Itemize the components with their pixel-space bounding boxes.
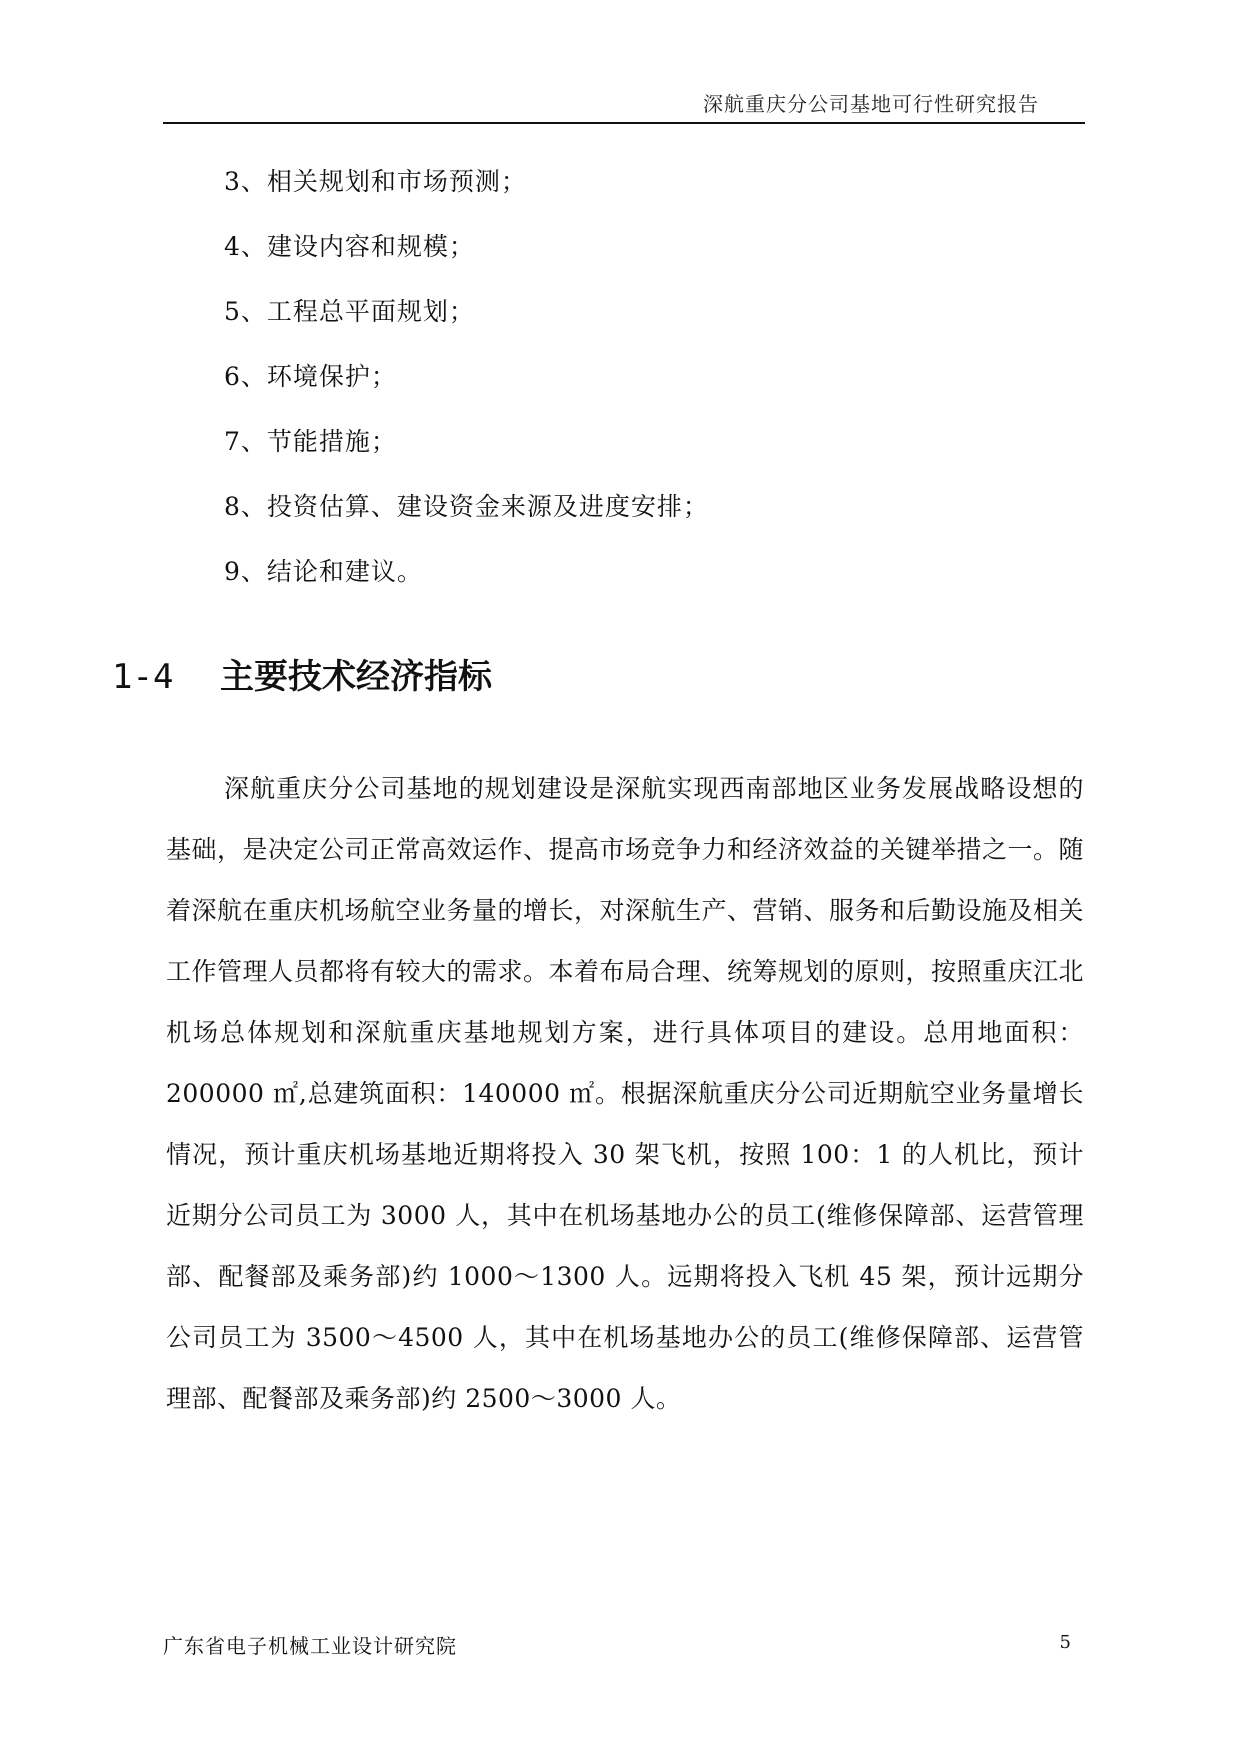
footer-organization: 广东省电子机械工业设计研究院 <box>163 1634 457 1658</box>
contents-list <box>224 163 709 618</box>
list-item: 9、结论和建议。 <box>224 557 423 586</box>
section-number: 1-4 <box>112 657 174 697</box>
header-title: 深航重庆分公司基地可行性研究报告 <box>703 92 1039 116</box>
page-header <box>163 84 1085 124</box>
body-paragraph: 深航重庆分公司基地的规划建设是深航实现西南部地区业务发展战略设想的基础，是决定公司正常高效运作、提高市场竞争力和经济效益的关键举措之一。随着深航在重庆机场航空业务量的增长，对深航生产、营销、服务和后勤设施及相关工作管理人员都将有较大的需求。本着布局合理、统筹规划的原则，按照重庆江北机场总体规划和深航重庆基地规划方案，进行具体项目的建设。总用地面积：200000 ㎡,总建筑面积：140000 ㎡。根据深航重庆分公司近期航空业务量增长情况，预计重庆机场基地近期将投入 30 架飞机，按照 100：1 的人机比，预计近期分公司员工为 3000 人，其中在机场基地办公的员工(维修保障部、运营管理部、配餐部及乘务部)约 1000～1300 人。远期将投入飞机 45 架，预计远期分公司员工为 3500～4500 人，其中在机场基地办公的员工(维修保障部、运营管理部、配餐部及乘务部)约 2500～3000 人。 <box>166 774 1085 1413</box>
page-number: 5 <box>1059 1632 1071 1653</box>
list-item: 7、节能措施； <box>224 427 397 456</box>
list-item: 8、投资估算、建设资金来源及进度安排； <box>224 492 709 521</box>
section-heading <box>112 652 492 702</box>
section-title: 主要技术经济指标 <box>220 657 492 697</box>
list-item: 4、建设内容和规模； <box>224 232 475 261</box>
list-item: 5、工程总平面规划； <box>224 297 475 326</box>
page-footer <box>163 1630 1071 1660</box>
list-item: 3、相关规划和市场预测； <box>224 167 527 196</box>
list-item: 6、环境保护； <box>224 362 397 391</box>
